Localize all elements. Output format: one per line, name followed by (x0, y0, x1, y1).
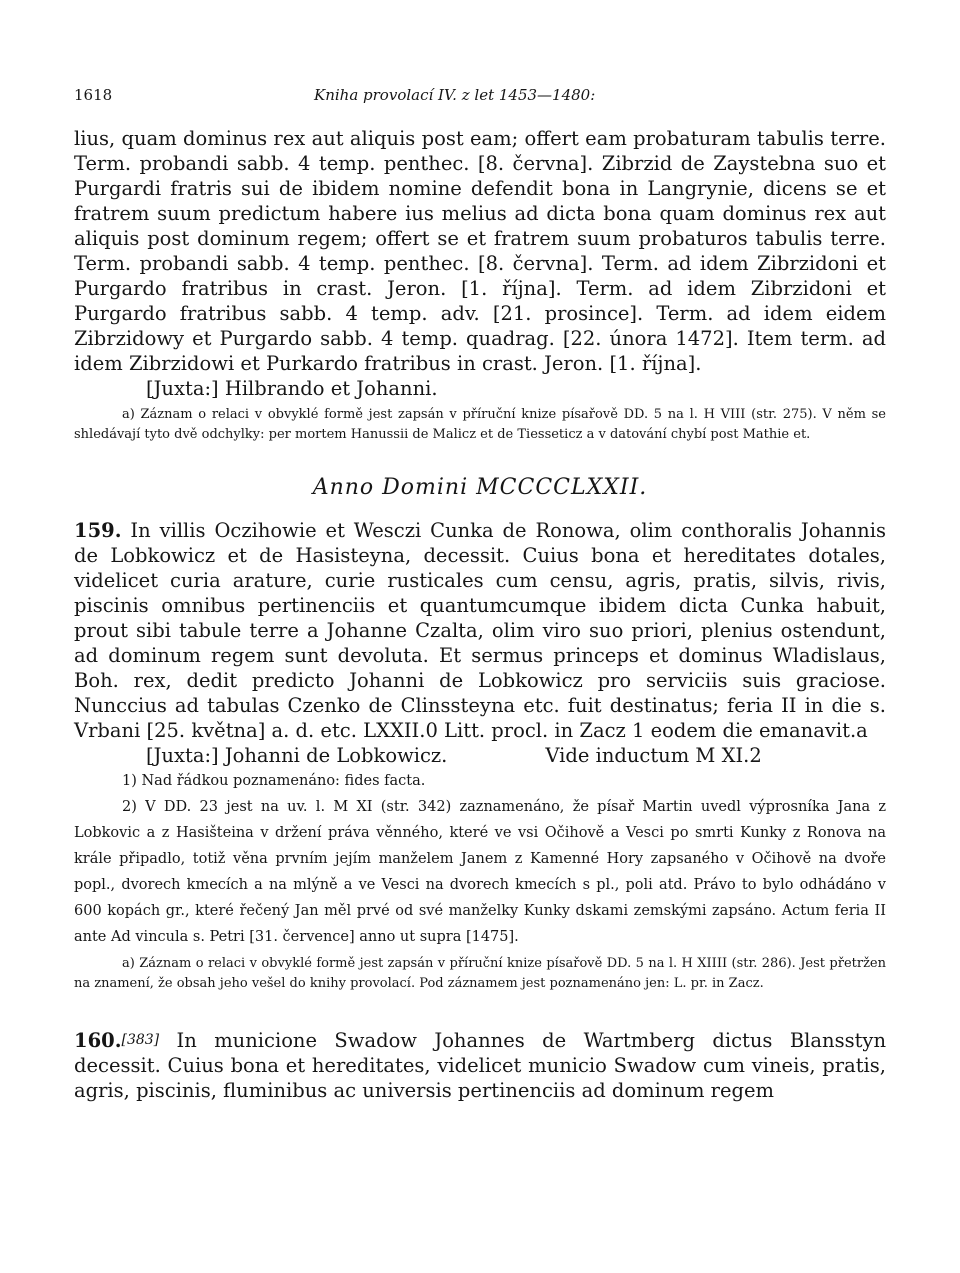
entry-160 (74, 1028, 886, 1103)
footnote-1: 1) Nad řádkou poznamenáno: fides facta. (122, 773, 426, 789)
page-marker: [383] (121, 1032, 160, 1048)
entry-text: In villis Oczihowie et Wesczi Cunka de Ronowa, olim conthoralis Johannis de Lobkowicz et de Hasisteyna, decessit. Cuius bona et hereditates dotales, videlicet curia arature, curie rusticales cum censu, agris, pratis, silvis, rivis, piscinis omnibus pertinenciis et quantumcumque ibidem dicta Cunka habuit, prout sibi tabule terre a Johanne Czalta, olim viro suo priori, plenius ostendunt, ad dominum regem sunt devoluta. Et sermus princeps et dominus Wladislaus, Boh. rex, dedit predicto Johanni de Lobkowicz pro serviciis suis graciose. Nunccius ad tabulas Czenko de Clinssteyna etc. fuit destinatus; feria II in die s. Vrbani [25. května] a. d. etc. LXXII.0 Litt. procl. in Zacz 1 eodem die emanavit.a (74, 519, 886, 742)
continuation-paragraph: lius, quam dominus rex aut aliquis post eam; offert eam probaturam tabulis terre. Term. probandi sabb. 4 temp. penthec. [8. června]. Zibrzid de Zaystebna suo et Purgardi fratris sui de ibidem nomine defendit bona in Langrynie, dicens se et fratrem suum predictum habere ius melius ad dicta bona quam dominus rex aut aliquis post dominum regem; offert se et fratrem suum probaturos tabulis terre. Term. probandi sabb. 4 temp. penthec. [8. června]. Term. ad idem Zibrzidoni et Purgardo fratribus in crast. Jeron. [1. října]. Term. ad idem Zibrzidoni et Purgardo fratribus sabb. 4 temp. adv. [21. prosince]. Term. ad idem eidem Zibrzidowy et Purgardo sabb. 4 temp. quadrag. [22. února 1472]. Item term. ad idem Zibrzidowi et Purkardo fratribus in crast. Jeron. [1. října]. (74, 127, 886, 375)
year-heading: Anno Domini MCCCCLXXII. (312, 475, 648, 500)
juxta-line: [Juxta:] Hilbrando et Johanni. (146, 377, 438, 400)
entry-number: 160. (74, 1029, 122, 1052)
editorial-note-a: a) Záznam o relaci v obvyklé formě jest zapsán v příruční knize písařově DD. 5 na l. H VIII (str. 275). V něm se shledávají tyto dvě odchylky: per mortem Hanussii de Malicz et de Tiesseticz a v datování chybí post Mathie et. (74, 407, 886, 442)
entry-text: In municione Swadow Johannes de Wartmberg dictus Blansstyn decessit. Cuius bona et hereditates, videlicet municio Swadow cum vineis, pratis, agris, piscinis, fluminibus ac universis pertinenciis ad dominum regem (74, 1029, 886, 1102)
juxta-row (146, 743, 886, 768)
page-header (74, 86, 886, 108)
juxta-right: Vide inductum M XI.2 (545, 744, 762, 767)
running-title: Kniha provolací IV. z let 1453—1480: (314, 86, 596, 104)
page-number: 1618 (74, 86, 113, 104)
entry-number: 159. (74, 519, 122, 542)
footnote-2: 2) V DD. 23 jest na uv. l. M XI (str. 342) zaznamenáno, že písař Martin uvedl výprosníka Jana z Lobkovic a z Hasišteina v držení práva věnného, které ve vsi Očihově a Vesci po smrti Kunky z Ronova na krále připadlo, totiž věna prvním jejím manželem Janem z Kamenné Hory zapsaného v Očihově na dvoře popl., dvorech kmecích a na mlýně a ve Vesci na dvorech kmecích s pl., poli atd. Právo to bylo odhádáno v 600 kopách gr., které řečený Jan měl prvé od své manželky Kunky dskami zemskými zapsáno. Actum feria II ante Ad vincula s. Petri [31. července] anno ut supra [1475]. (74, 799, 886, 945)
document-page (74, 86, 886, 1103)
entry-159 (74, 518, 886, 743)
juxta-left: [Juxta:] Johanni de Lobkowicz. (146, 744, 448, 767)
editorial-note-a: a) Záznam o relaci v obvyklé formě jest zapsán v příruční knize písařově DD. 5 na l. H XIIII (str. 286). Jest přetržen na znamení, že obsah jeho vešel do knihy provolací. Pod záznamem jest poznamenáno jen: L. pr. in Zacz. (74, 956, 886, 991)
